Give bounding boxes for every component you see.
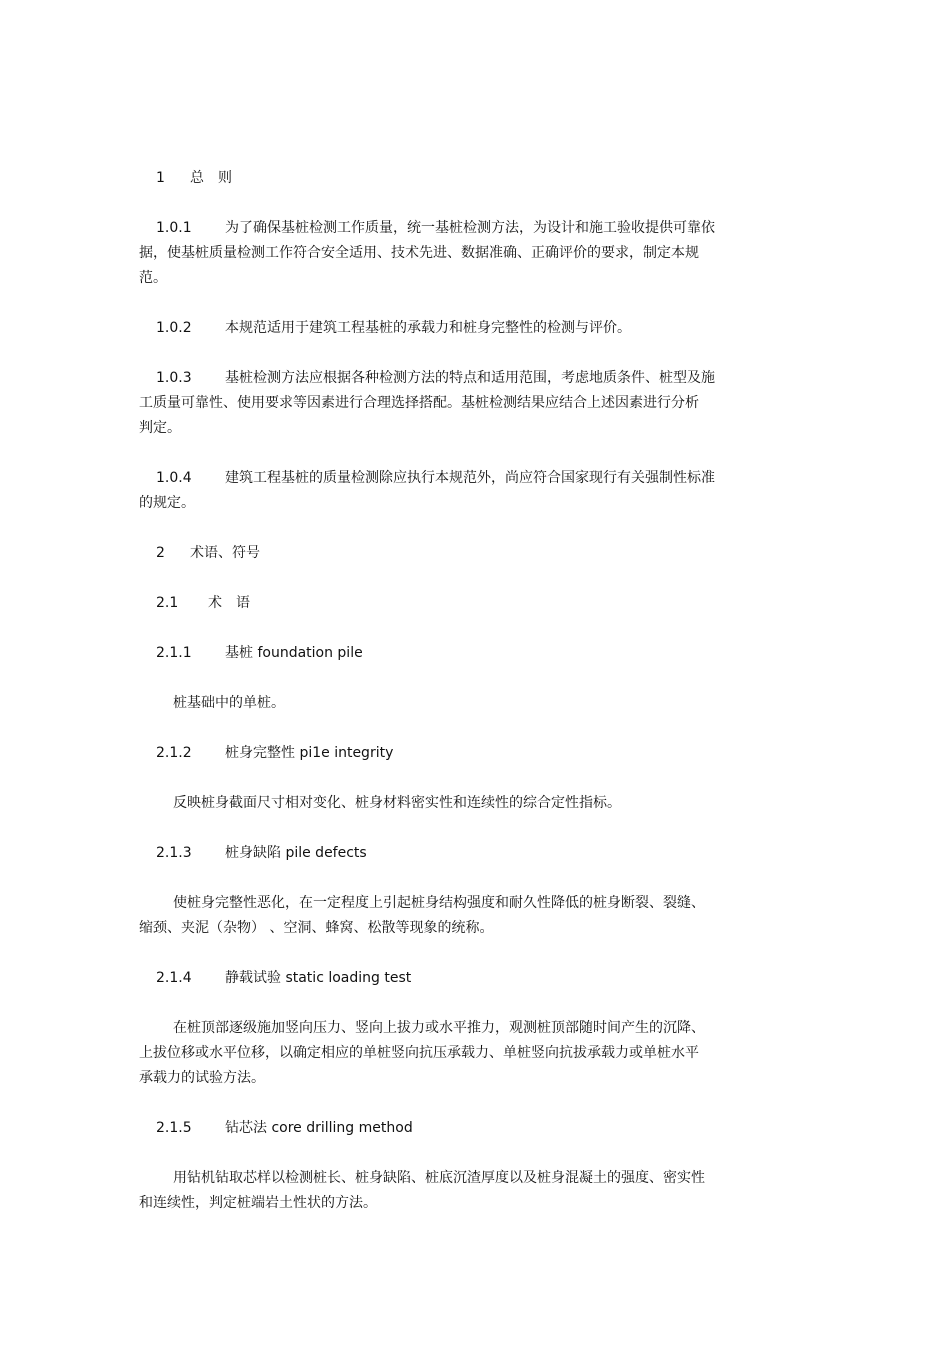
chapter-2-heading xyxy=(139,541,751,566)
section-number: 2.1 xyxy=(156,595,179,611)
clause-text-line: 的规定。 xyxy=(139,495,195,511)
chapter-title: 术语、符号 xyxy=(190,545,260,561)
clause-1-0-1 xyxy=(139,216,751,291)
clause-1-0-4 xyxy=(139,466,751,516)
clause-text-line: 为了确保基桩检测工作质量，统一基桩检测方法，为设计和施工验收提供可靠依 xyxy=(225,220,715,236)
definition-text-line: 桩基础中的单桩。 xyxy=(173,695,285,711)
term-number: 2.1.3 xyxy=(156,845,192,861)
clause-text-line: 本规范适用于建筑工程基桩的承载力和桩身完整性的检测与评价。 xyxy=(225,320,631,336)
definition-text-line: 用钻机钻取芯样以检测桩长、桩身缺陷、桩底沉渣厚度以及桩身混凝土的强度、密实性 xyxy=(173,1170,705,1186)
clause-text-line: 建筑工程基桩的质量检测除应执行本规范外，尚应符合国家现行有关强制性标准 xyxy=(225,470,715,486)
clause-text-line: 据，使基桩质量检测工作符合安全适用、技术先进、数据准确、正确评价的要求，制定本规 xyxy=(139,245,699,261)
definition-text-line: 使桩身完整性恶化，在一定程度上引起桩身结构强度和耐久性降低的桩身断裂、裂缝、 xyxy=(173,895,705,911)
clause-text-line: 范。 xyxy=(139,270,167,286)
term-2-1-1-definition xyxy=(139,691,751,716)
section-2-1-heading xyxy=(139,591,751,616)
clause-number: 1.0.4 xyxy=(156,470,192,486)
clause-number: 1.0.1 xyxy=(156,220,192,236)
term-2-1-4-definition xyxy=(139,1016,751,1091)
term-name: 基桩 foundation pile xyxy=(225,645,363,661)
section-title: 术 语 xyxy=(208,595,250,611)
clause-text-line: 判定。 xyxy=(139,420,181,436)
definition-text-line: 在桩顶部逐级施加竖向压力、竖向上拔力或水平推力，观测桩顶部随时间产生的沉降、 xyxy=(173,1020,705,1036)
term-2-1-3 xyxy=(139,841,751,866)
clause-1-0-2 xyxy=(139,316,751,341)
term-2-1-3-definition xyxy=(139,891,751,941)
term-name: 静载试验 static loading test xyxy=(225,970,412,986)
clause-number: 1.0.3 xyxy=(156,370,192,386)
term-2-1-4 xyxy=(139,966,751,991)
clause-1-0-3 xyxy=(139,366,751,441)
clause-text-line: 工质量可靠性、使用要求等因素进行合理选择搭配。基桩检测结果应结合上述因素进行分析 xyxy=(139,395,699,411)
term-name: 钻芯法 core drilling method xyxy=(225,1120,413,1136)
clause-number: 1.0.2 xyxy=(156,320,192,336)
term-2-1-1 xyxy=(139,641,751,666)
definition-text-line: 上拔位移或水平位移，以确定相应的单桩竖向抗压承载力、单桩竖向抗拔承载力或单桩水平 xyxy=(139,1045,699,1061)
term-name: 桩身缺陷 pile defects xyxy=(225,845,367,861)
term-number: 2.1.1 xyxy=(156,645,192,661)
term-number: 2.1.4 xyxy=(156,970,192,986)
term-number: 2.1.2 xyxy=(156,745,192,761)
chapter-number: 2 xyxy=(156,545,165,561)
definition-text-line: 反映桩身截面尺寸相对变化、桩身材料密实性和连续性的综合定性指标。 xyxy=(173,795,621,811)
term-number: 2.1.5 xyxy=(156,1120,192,1136)
definition-text-line: 缩颈、夹泥（杂物） 、空洞、蜂窝、松散等现象的统称。 xyxy=(139,920,494,936)
term-2-1-2 xyxy=(139,741,751,766)
chapter-number: 1 xyxy=(156,170,165,186)
definition-text-line: 和连续性，判定桩端岩土性状的方法。 xyxy=(139,1195,377,1211)
term-2-1-5 xyxy=(139,1116,751,1141)
term-2-1-5-definition xyxy=(139,1166,751,1216)
clause-text-line: 基桩检测方法应根据各种检测方法的特点和适用范围，考虑地质条件、桩型及施 xyxy=(225,370,715,386)
definition-text-line: 承载力的试验方法。 xyxy=(139,1070,265,1086)
term-2-1-2-definition xyxy=(139,791,751,816)
term-name: 桩身完整性 pi1e integrity xyxy=(225,745,394,761)
chapter-title: 总 则 xyxy=(190,170,232,186)
chapter-1-heading xyxy=(139,166,751,191)
